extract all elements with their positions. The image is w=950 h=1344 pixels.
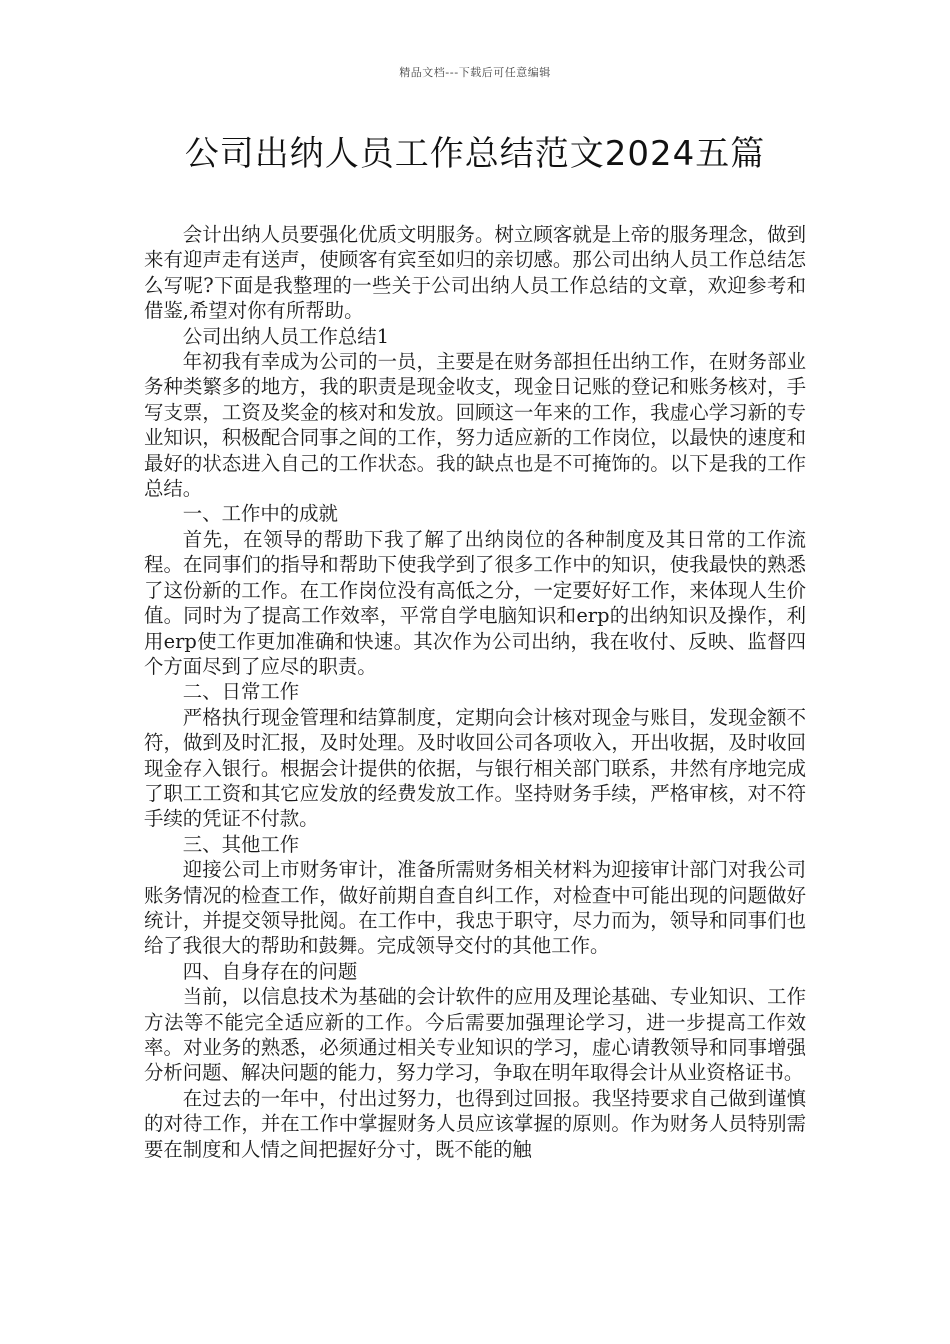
paragraph: 年初我有幸成为公司的一员，主要是在财务部担任出纳工作，在财务部业务种类繁多的地方，我的职责是现金收支，现金日记账的登记和账务核对，手写支票，工资及奖金的核对和发放。回顾这一年来的工作，我虚心学习新的专业知识，积极配合同事之间的工作，努力适应新的工作岗位，以最快的速度和最好的状态进入自己的工作状态。我的缺点也是不可掩饰的。以下是我的工作总结。 [144,350,806,501]
paragraph-intro: 会计出纳人员要强化优质文明服务。树立顾客就是上帝的服务理念，做到来有迎声走有送声，使顾客有宾至如归的亲切感。那公司出纳人员工作总结怎么写呢?下面是我整理的一些关于公司出纳人员工作总结的文章，欢迎参考和借鉴,希望对你有所帮助。 [144,223,806,323]
section-heading-other-work: 三、其他工作 [182,832,300,856]
section-heading-daily-work: 二、日常工作 [182,680,300,704]
page-header: 精品文档---下载后可任意编辑 [399,66,551,79]
document-body [144,222,806,1162]
paragraph: 当前，以信息技术为基础的会计软件的应用及理论基础、专业知识、工作方法等不能完全适应新的工作。今后需要加强理论学习，进一步提高工作效率。对业务的熟悉，必须通过相关专业知识的学习，虚心请教领导和同事增强分析问题、解决问题的能力，努力学习，争取在明年取得会计从业资格证书。 [144,985,806,1085]
paragraph: 在过去的一年中，付出过努力，也得到过回报。我坚持要求自己做到谨慎的对待工作，并在工作中掌握财务人员应该掌握的原则。作为财务人员特别需要在制度和人情之间把握好分寸，既不能的触 [144,1086,806,1161]
section-heading-problems: 四、自身存在的问题 [182,959,358,983]
paragraph: 严格执行现金管理和结算制度，定期向会计核对现金与账目，发现金额不符，做到及时汇报，及时处理。及时收回公司各项收入，开出收据，及时收回现金存入银行。根据会计提供的依据，与银行相关部门联系，井然有序地完成了职工工资和其它应发放的经费发放工作。坚持财务手续，严格审核，对不符手续的凭证不付款。 [144,705,806,831]
paragraph: 迎接公司上市财务审计，准备所需财务相关材料为迎接审计部门对我公司账务情况的检查工作，做好前期自查自纠工作，对检查中可能出现的问题做好统计，并提交领导批阅。在工作中，我忠于职守，尽力而为，领导和同事们也给了我很大的帮助和鼓舞。完成领导交付的其他工作。 [144,858,806,958]
section-heading-achievements: 一、工作中的成就 [182,502,338,526]
paragraph: 首先，在领导的帮助下我了解了出纳岗位的各种制度及其日常的工作流程。在同事们的指导和帮助下使我学到了很多工作中的知识，使我最快的熟悉了这份新的工作。在工作岗位没有高低之分，一定要好好工作，来体现人生价值。同时为了提高工作效率，平常自学电脑知识和erp的出纳知识及操作，利用erp使工作更加准确和快速。其次作为公司出纳，我在收付、反映、监督四个方面尽到了应尽的职责。 [144,527,806,678]
section-heading-summary-1: 公司出纳人员工作总结1 [182,324,390,348]
document-title: 公司出纳人员工作总结范文2024五篇 [184,134,766,174]
